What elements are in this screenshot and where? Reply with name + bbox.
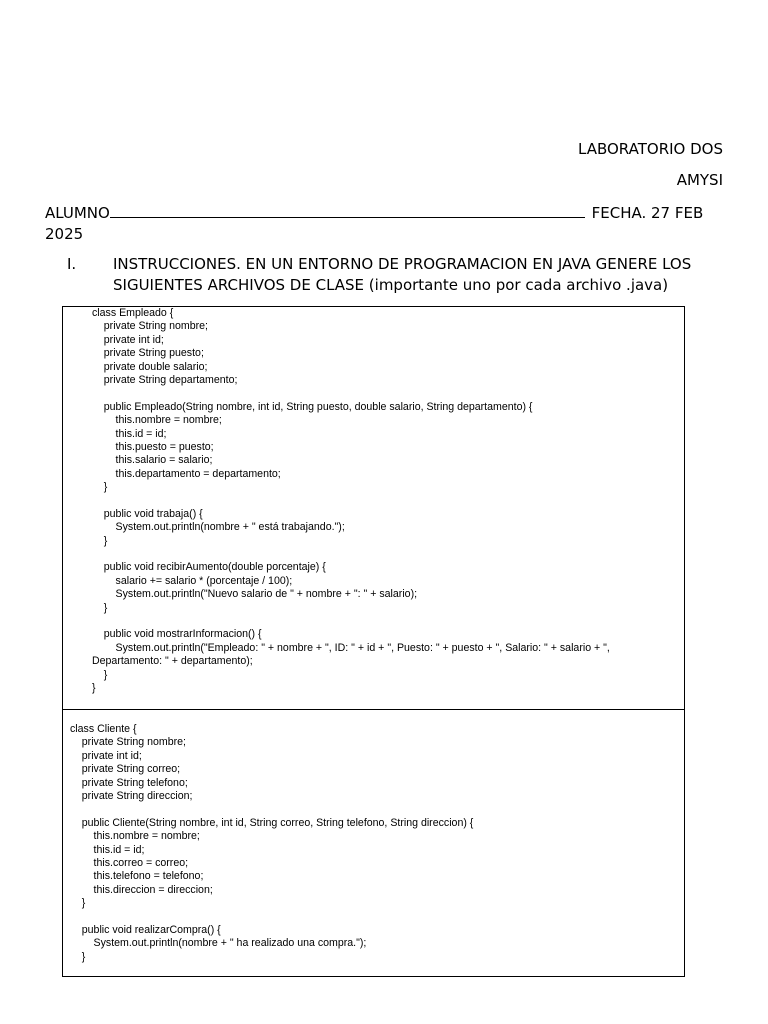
empleado-code-line: private String departamento; — [92, 373, 238, 386]
cliente-code-line: System.out.println(nombre + " ha realizado una compra."); — [70, 937, 367, 950]
cliente-code-line: this.direccion = direccion; — [70, 883, 213, 896]
instructions-text: INSTRUCCIONES. EN UN ENTORNO DE PROGRAMACION EN JAVA GENERE LOS SIGUIENTES ARCHIVOS DE CLASE (importante uno por cada archivo .java) — [113, 255, 692, 294]
empleado-code-line: class Empleado { — [92, 307, 174, 319]
empleado-code-line: private double salario; — [92, 360, 208, 373]
empleado-code-line: this.id = id; — [92, 427, 167, 440]
empleado-code-line: } — [92, 601, 108, 614]
empleado-code-line: public void trabaja() { — [92, 507, 203, 520]
date-label: FECHA. 27 FEB 2025 — [45, 204, 704, 243]
empleado-code-line: Departamento: " + departamento); — [92, 655, 253, 668]
student-line — [45, 202, 725, 245]
cliente-code-line: public void realizarCompra() { — [70, 923, 221, 936]
student-name-blank — [110, 202, 585, 218]
empleado-code-line: System.out.println("Nuevo salario de " + nombre + ": " + salario); — [92, 588, 418, 601]
empleado-code-line — [63, 387, 684, 400]
empleado-code-line: } — [92, 681, 96, 694]
instructions — [67, 254, 717, 296]
course-name: AMYSI — [676, 171, 723, 189]
empleado-code-line — [63, 494, 684, 507]
empleado-code-line: } — [92, 668, 108, 681]
empleado-code-line: private int id; — [92, 333, 164, 346]
instructions-number: I. — [67, 255, 77, 273]
student-label: ALUMNO — [45, 204, 110, 222]
cliente-code-line: class Cliente { — [70, 723, 137, 735]
cliente-code-line: private String correo; — [70, 763, 181, 776]
cliente-code-line: private int id; — [70, 749, 142, 762]
empleado-code-line: public Empleado(String nombre, int id, String puesto, double salario, String departamento) { — [92, 400, 533, 413]
cliente-code-line: private String telefono; — [70, 776, 188, 789]
cliente-code-line: this.nombre = nombre; — [70, 830, 200, 843]
empleado-code-line — [63, 615, 684, 628]
empleado-code-line: public void mostrarInformacion() { — [92, 628, 262, 641]
empleado-code-line: this.salario = salario; — [92, 454, 213, 467]
cliente-code-line: private String nombre; — [70, 736, 186, 749]
empleado-code-line: private String puesto; — [92, 347, 204, 360]
empleado-code-line: this.nombre = nombre; — [92, 414, 222, 427]
cliente-code-line: } — [70, 950, 86, 963]
empleado-code-line: this.puesto = puesto; — [92, 440, 214, 453]
cliente-code-line — [63, 910, 684, 923]
cliente-code-line: } — [70, 897, 86, 910]
empleado-code-line: } — [92, 481, 108, 494]
cliente-code-line: private String direccion; — [70, 789, 193, 802]
empleado-code-line: salario += salario * (porcentaje / 100); — [92, 574, 293, 587]
empleado-code-line — [63, 548, 684, 561]
empleado-code-line: } — [92, 534, 108, 547]
empleado-code-line: System.out.println("Empleado: " + nombre + ", ID: " + id + ", Puesto: " + puesto + ", Salario: " + salario + ", — [92, 641, 610, 654]
cliente-code-line: this.id = id; — [70, 843, 145, 856]
empleado-code-line: this.departamento = departamento; — [92, 467, 281, 480]
empleado-code-line: System.out.println(nombre + " está trabajando."); — [92, 521, 345, 534]
cliente-code-line: this.correo = correo; — [70, 856, 189, 869]
cliente-code-line: this.telefono = telefono; — [70, 870, 204, 883]
code-box-cliente — [62, 709, 685, 977]
code-box-empleado — [62, 306, 685, 710]
lab-title: LABORATORIO DOS — [578, 140, 723, 158]
cliente-code-line — [63, 803, 684, 816]
cliente-code-line: public Cliente(String nombre, int id, String correo, String telefono, String direccion) { — [70, 816, 474, 829]
empleado-code-line: public void recibirAumento(double porcentaje) { — [92, 561, 326, 574]
empleado-code-line: private String nombre; — [92, 320, 208, 333]
